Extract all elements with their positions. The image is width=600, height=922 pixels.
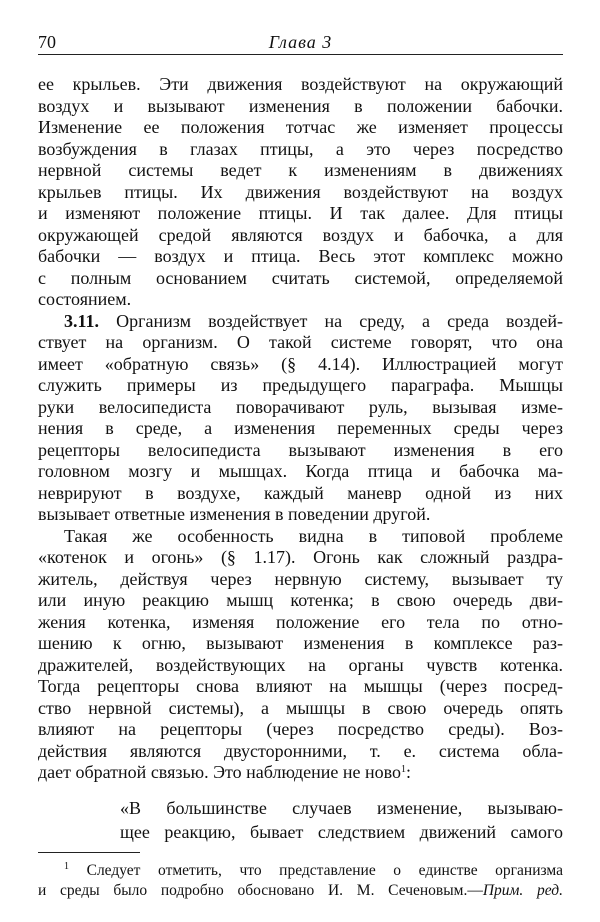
- text-line: Тогда рецепторы снова влияют на мышцы (через посред-: [38, 676, 563, 696]
- footnote-reference[interactable]: 1: [401, 764, 407, 775]
- text-line: воздух и вызывают изменения в положении бабочки.: [38, 95, 563, 116]
- chapter-title: Глава 3: [268, 32, 333, 52]
- text-span: Организм воздействует на среду, а среда воздей-: [116, 310, 563, 331]
- footnote-line: [38, 861, 563, 881]
- text-line: бабочки — воздух и птица. Весь этот комплекс можно: [38, 246, 563, 266]
- text-line: возбуждения в глазах птицы, а это через посредство: [38, 138, 563, 159]
- text-line: неврируют в воздухе, каждый маневр одной из них: [38, 482, 563, 503]
- text-line: «котенок и огонь» (§ 1.17). Огонь как сложный раздра-: [38, 547, 563, 567]
- block-quote: [120, 796, 563, 844]
- text-line: вызывает ответные изменения в поведении другой.: [38, 504, 431, 524]
- text-line: влияют на рецепторы (через посредство среды). Воз-: [38, 719, 563, 739]
- text-line: дражителей, воздействующих на органы чувств котенка.: [38, 654, 563, 675]
- text-line: житель, действуя через нервную систему, вызывает ту: [38, 568, 563, 589]
- text-line: действия являются двусторонними, т. е. система обла-: [38, 740, 563, 761]
- text-line: шению к огню, вызывают изменения в комплексе раз-: [38, 633, 563, 653]
- quote-line: щее реакцию, бывает следствием движений самого: [120, 821, 563, 842]
- running-header: [38, 32, 563, 55]
- page-number: 70: [38, 32, 56, 52]
- paragraph-1: [38, 74, 563, 311]
- text-line: или иную реакцию мышц котенка; в свою очередь дви-: [38, 590, 563, 610]
- text-span: :: [406, 762, 412, 782]
- footnote-divider: [38, 852, 140, 853]
- text-line: [38, 762, 563, 784]
- text-line: служить примеры из предыдущего параграфа. Мышцы: [38, 375, 563, 395]
- text-line: ствует на организм. О такой системе говорят, что она: [38, 332, 563, 352]
- section-number: 3.11.: [64, 310, 100, 331]
- text-line: Изменение ее положения тотчас же изменяет процессы: [38, 117, 563, 137]
- text-line: нервной системы ведет к изменениям в движениях: [38, 160, 563, 180]
- text-line: руки велосипедиста поворачивают руль, вызывая изме-: [38, 396, 563, 417]
- text-line: и изменяют положение птицы. И так далее. Для птицы: [38, 203, 563, 223]
- quote-line: «В большинстве случаев изменение, вызываю-: [120, 797, 563, 818]
- text-line: рецепторы велосипедиста вызывают изменения в его: [38, 439, 563, 460]
- text-line: окружающей средой являются воздух и бабочка, а для: [38, 224, 563, 245]
- paragraph-2: [38, 311, 563, 526]
- footnote-line: [38, 881, 563, 901]
- text-line: [38, 311, 563, 333]
- paragraph-3: [38, 526, 563, 784]
- text-span: и среды было подробно обосновано И. М. Сеченовым.—: [38, 881, 483, 899]
- text-line: имеет «обратную связь» (§ 4.14). Иллюстрацией могут: [38, 353, 563, 374]
- text-line: жения котенка, изменяя положение его тела по отно-: [38, 611, 563, 632]
- text-line: ство нервной системы), а мышцы в свою очередь опять: [38, 697, 563, 718]
- text-line: ее крыльев. Эти движения воздействуют на окружающий: [38, 74, 563, 94]
- text-line: нения в среде, а изменения переменных среды через: [38, 418, 563, 438]
- text-line: крыльев птицы. Их движения воздействуют на воздух: [38, 181, 563, 202]
- text-line: головном мозгу и мышцах. Когда птица и бабочка ма-: [38, 461, 563, 481]
- text-span: Следует отметить, что представление о единстве организма: [86, 861, 563, 879]
- page-body: [38, 74, 563, 901]
- text-line: Такая же особенность видна в типовой проблеме: [64, 525, 563, 546]
- footnote-marker: 1: [64, 860, 69, 872]
- editor-note: Прим. ред.: [482, 881, 563, 899]
- footnote: [38, 861, 563, 901]
- text-span: дает обратной связью. Это наблюдение не ново: [38, 762, 402, 782]
- text-line: с полным основанием считать системой, определяемой: [38, 267, 563, 288]
- text-line: состоянием.: [38, 289, 132, 309]
